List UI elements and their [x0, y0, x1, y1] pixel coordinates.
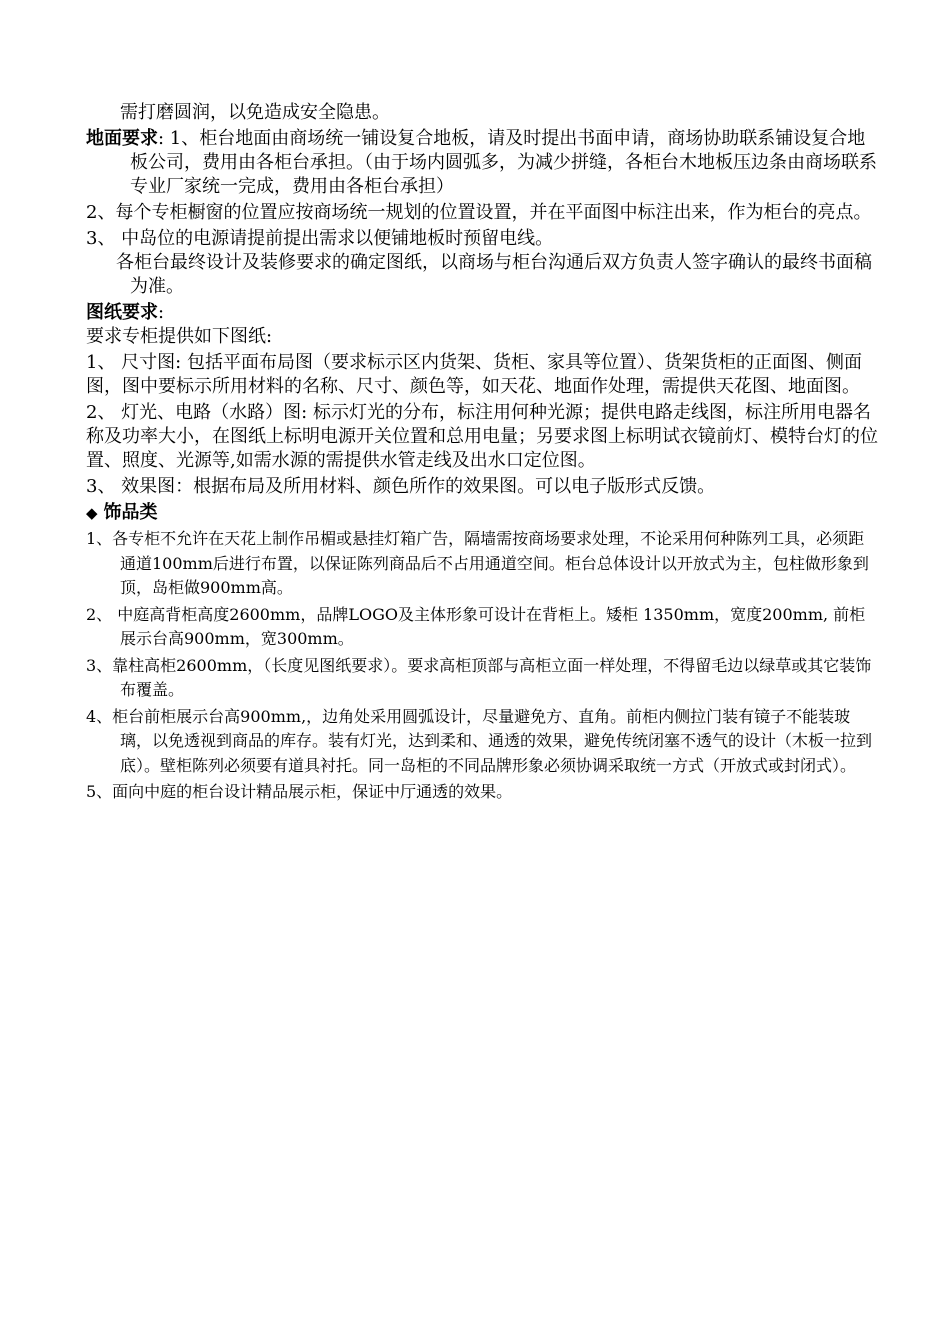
drawing-item-2: 2、 灯光、电路（水路）图: 标示灯光的分布，标注用何种光源；提供电路走线图，标注所用电器名称及功率大小，在图纸上标明电源开关位置和总用电量；另要求图上标明试衣镜前灯、模特台灯的位置、照度、光源等,如需水源的需提供水管走线及出水口定位图。 — [86, 402, 878, 471]
continued-line: 需打磨圆润，以免造成安全隐患。 — [120, 102, 390, 123]
drawing-colon: : — [158, 302, 165, 323]
floor-note: 各柜台最终设计及装修要求的确定图纸，以商场与柜台沟通后双方负责人签字确认的最终书面稿为准。 — [116, 252, 872, 297]
deco-heading-line — [86, 501, 878, 525]
deco-item-5: 5、面向中庭的柜台设计精品展示柜，保证中厅通透的效果。 — [86, 782, 513, 801]
deco-item-3: 3、靠柱高柜2600mm，（长度见图纸要求）。要求高柜顶部与高柜立面一样处理，不得留毛边以绿草或其它装饰布覆盖。 — [86, 655, 872, 699]
drawing-heading-line — [86, 301, 878, 325]
deco-item-4: 4、柜台前柜展示台高900mm,，边角处采用圆弧设计，尽量避免方、直角。前柜内侧拉门装有镜子不能装玻璃，以免透视到商品的库存。装有灯光，达到柔和、通透的效果，避免传统闭塞不透气的设计（木板一拉到底）。壁柜陈列必须要有道具衬托。同一岛柜的不同品牌形象必须协调采取统一方式（开放式或封闭式）。 — [86, 706, 873, 775]
document-page — [86, 101, 878, 805]
drawing-intro: 要求专柜提供如下图纸: — [86, 326, 273, 347]
floor-colon: : — [158, 128, 170, 149]
drawing-item-3: 3、 效果图：根据布局及所用材料、颜色所作的效果图。可以电子版形式反馈。 — [86, 476, 716, 497]
floor-item-2: 2、每个专柜橱窗的位置应按商场统一规划的位置设置，并在平面图中标注出来，作为柜台的亮点。 — [86, 202, 872, 223]
drawing-item-1: 1、 尺寸图: 包括平面布局图（要求标示区内货架、货柜、家具等位置）、货架货柜的正面图、侧面图，图中要标示所用材料的名称、尺寸、颜色等，如天花、地面作处理，需提供天花图、地面图。 — [86, 352, 862, 397]
floor-item-1-text: 1、柜台地面由商场统一铺设复合地板，请及时提出书面申请，商场协助联系铺设复合地板公司，费用由各柜台承担。（由于场内圆弧多，为减少拼缝，各柜台木地板压边条由商场联系专业厂家统一完成，费用由各柜台承担） — [130, 128, 877, 197]
deco-item-2: 2、 中庭高背柜高度2600mm，品牌LOGO及主体形象可设计在背柜上。矮柜 1350mm，宽度200mm, 前柜展示台高900mm，宽300mm。 — [86, 604, 866, 648]
diamond-bullet-icon: ◆ — [86, 504, 98, 522]
drawing-heading: 图纸要求 — [86, 302, 158, 323]
deco-item-1: 1、各专柜不允许在天花上制作吊楣或悬挂灯箱广告，隔墙需按商场要求处理，不论采用何种陈列工具，必须距通道100mm后进行布置，以保证陈列商品后不占用通道空间。柜台总体设计以开放式为主，包柱做形象到顶，岛柜做900mm高。 — [86, 529, 869, 597]
deco-heading: 饰品类 — [103, 502, 158, 523]
floor-item-3: 3、 中岛位的电源请提前提出需求以便铺地板时预留电线。 — [86, 228, 554, 249]
floor-heading: 地面要求 — [86, 128, 158, 149]
floor-item-1 — [86, 127, 878, 199]
